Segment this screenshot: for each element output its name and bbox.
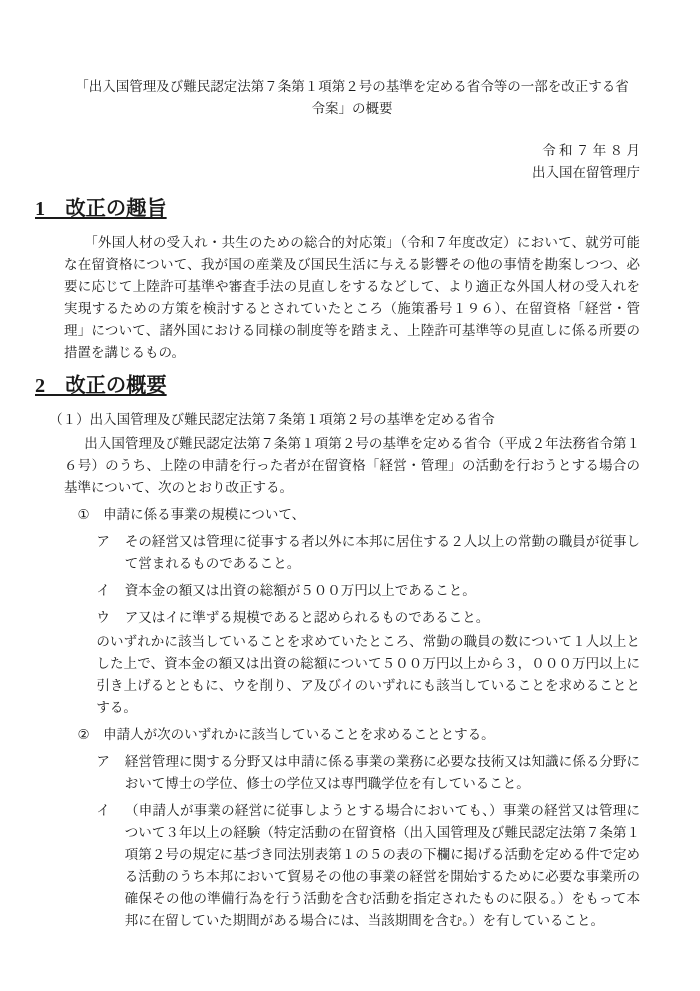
- subsection-1-intro: 出入国管理及び難民認定法第７条第１項第２号の基準を定める省令（平成２年法務省令第１６号）のうち、上陸の申請を行った者が在留資格「経営・管理」の活動を行おうとする場合の基準について、次のとおり改正する。: [64, 436, 640, 496]
- item-1-sub-a: [64, 531, 640, 575]
- document-title: 「出入国管理及び難民認定法第７条第１項第２号の基準を定める省令等の一部を改正する省令案」の概要: [75, 79, 629, 116]
- item-2-sub-i: [64, 800, 640, 932]
- section-2-heading: 2 改正の概要: [35, 375, 167, 398]
- item-2-sub-a-marker: ア: [96, 754, 110, 770]
- item-1-sub-i-marker: イ: [96, 583, 110, 599]
- document-date: 令 和 ７ 年 ８ 月: [542, 143, 640, 158]
- item-1: [64, 504, 640, 526]
- item-1-conclusion: のいずれかに該当していることを求めていたところ、常勤の職員の数について１人以上とした上で、資本金の額又は出資の総額について５００万円以上から３，０００万円以上に引き上げるとともに、ウを削り、ア及びイのいずれにも該当していることを求めることとする。: [96, 634, 640, 716]
- subsection-1-heading: （１）出入国管理及び難民認定法第７条第１項第２号の基準を定める省令: [49, 412, 495, 428]
- item-2-lead: 申請人が次のいずれかに該当していることを求めることとする。: [103, 727, 495, 743]
- item-1-sub-u-marker: ウ: [96, 610, 110, 626]
- section-1-heading: 1 改正の趣旨: [35, 198, 167, 221]
- item-2-sub-i-text: （申請人が事業の経営に従事しようとする場合においても、）事業の経営又は管理について３年以上の経験（特定活動の在留資格（出入国管理及び難民認定法第７条第１項第２号の規定に基づき同法別表第１の５の表の下欄に掲げる活動を定める件で定める活動のうち本邦において貿易その他の事業の経営を開始するために必要な事業所の確保その他の準備行為を行う活動を含む活動を指定されたものに限る。）をもって本邦に在留していた期間がある場合には、当該期間を含む。）を有していること。: [124, 803, 641, 929]
- item-2-sub-a: [64, 751, 640, 795]
- item-1-sub-a-marker: ア: [96, 534, 110, 550]
- item-1-sub-u-text: ア又はイに準ずる規模であると認められるものであること。: [124, 610, 490, 626]
- item-1-sub-a-text: その経営又は管理に従事する者以外に本邦に居住する２人以上の常勤の職員が従事して営まれるものであること。: [124, 534, 641, 572]
- issuing-agency: 出入国在留管理庁: [532, 164, 640, 180]
- item-1-lead: 申請に係る事業の規模について、: [103, 507, 306, 523]
- item-2-sub-i-marker: イ: [96, 803, 111, 819]
- item-2-marker: ②: [77, 727, 90, 743]
- meta-block: [64, 140, 640, 183]
- item-2-sub-a-text: 経営管理に関する分野又は申請に係る事業の業務に必要な技術又は知識に係る分野において博士の学位、修士の学位又は専門職学位を有していること。: [124, 754, 641, 792]
- section-1-body: 「外国人材の受入れ・共生のための総合的対応策」（令和７年度改定）において、就労可能な在留資格について、我が国の産業及び国民生活に与える影響その他の事情を勘案しつつ、必要に応じて上陸許可基準や審査手法の見直しをするなどして、より適正な外国人材の受入れを実現するための方策を検討するとされていたところ（施策番号１９６）、在留資格「経営・管理」について、諸外国における同様の制度等を踏まえ、上陸許可基準等の見直しに係る所要の措置を講じるもの。: [64, 235, 640, 361]
- item-1-marker: ①: [77, 507, 90, 523]
- item-1-sub-i-text: 資本金の額又は出資の総額が５００万円以上であること。: [124, 583, 476, 599]
- item-1-sub-i: [64, 580, 640, 602]
- item-2: [64, 724, 640, 746]
- item-1-sub-u: [64, 607, 640, 629]
